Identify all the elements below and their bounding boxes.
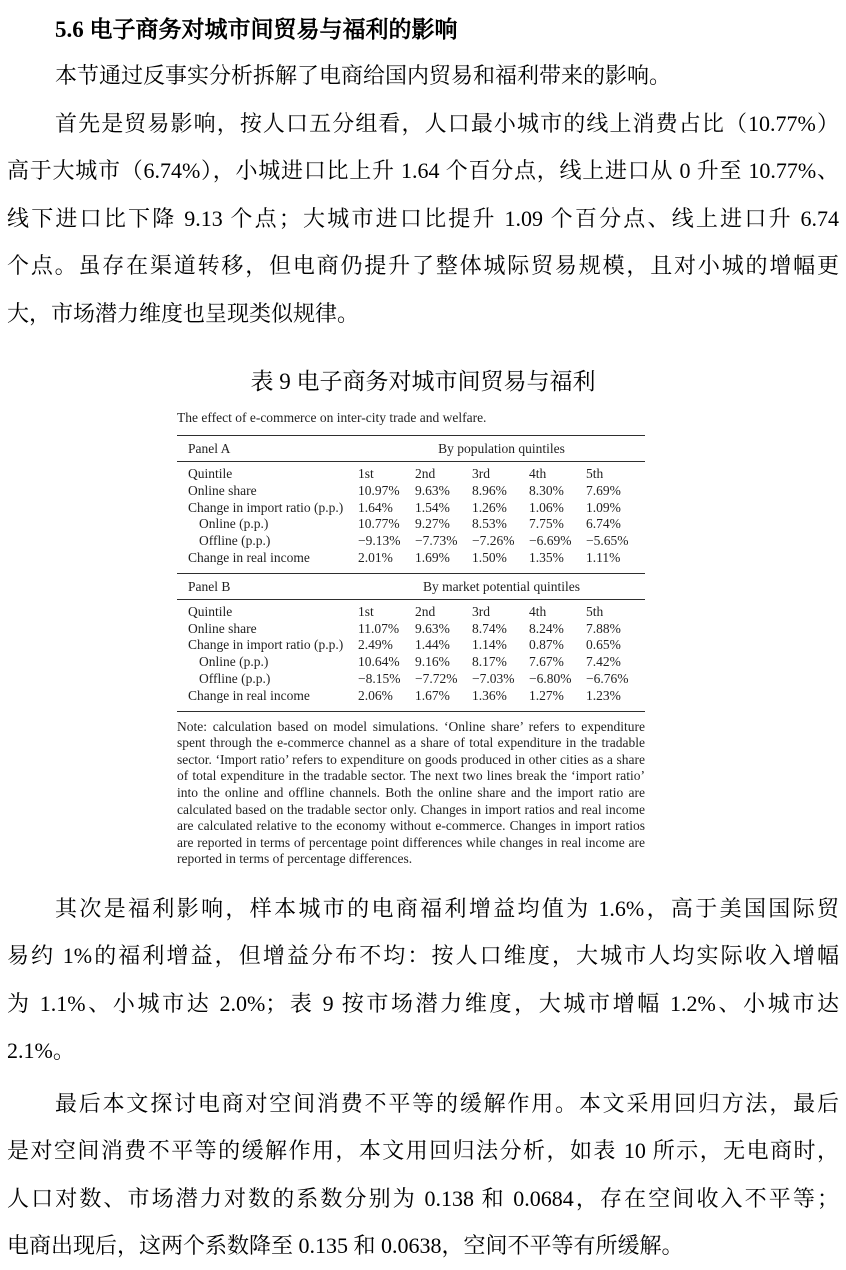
column-header: Quintile: [188, 466, 233, 481]
cell-value: 8.30%: [529, 482, 564, 498]
cell-value: −9.13%: [358, 533, 401, 549]
paragraph-trade-effects: [7, 100, 839, 338]
cell-value: 1.36%: [472, 687, 507, 703]
paragraph-inequality: [7, 1080, 839, 1270]
table-row: [177, 500, 645, 517]
cell-value: −6.80%: [529, 670, 572, 686]
column-header: 1st: [358, 603, 374, 619]
text-line: 首先是贸易影响，按人口五分组看，人口最小城市的线上消费占比（10.77%）: [55, 110, 839, 136]
column-header: 3rd: [472, 466, 490, 481]
cell-value: 1.54%: [415, 499, 450, 515]
panel-name: Panel B: [188, 578, 231, 594]
cell-value: 11.07%: [358, 620, 400, 636]
row-label: Change in import ratio (p.p.): [188, 499, 344, 515]
row-label: Change in real income: [188, 549, 310, 565]
table-row: [177, 516, 645, 533]
cell-value: 1.67%: [415, 687, 450, 703]
panel-a-rows: [177, 462, 645, 573]
cell-value: 0.87%: [529, 637, 564, 653]
column-header: Quintile: [188, 603, 233, 619]
cell-value: −7.72%: [415, 670, 458, 686]
table-row: [177, 483, 645, 500]
cell-value: 2.06%: [358, 687, 393, 703]
text-line: 高于大城市（6.74%），小城进口比上升 1.64 个百分点，线上进口从 0 升至 10.77%、: [7, 158, 839, 183]
table-row: [177, 533, 645, 550]
table-header-row: [177, 604, 645, 621]
table-caption: 表 9 电子商务对城市间贸易与福利: [250, 369, 596, 394]
cell-value: 9.63%: [415, 620, 450, 636]
text-line: 个点。虽存在渠道转移，但电商仍提升了整体城际贸易规模，且对小城的增幅更: [7, 253, 839, 278]
cell-value: 1.44%: [415, 637, 450, 653]
cell-value: 10.64%: [358, 654, 400, 670]
row-label: Change in real income: [188, 687, 310, 703]
cell-value: 1.27%: [529, 687, 564, 703]
row-label: Offline (p.p.): [199, 670, 271, 686]
text-line: 本节通过反事实分析拆解了电商给国内贸易和福利带来的影响。: [55, 63, 672, 88]
column-header: 4th: [529, 603, 547, 619]
cell-value: −6.76%: [586, 670, 629, 686]
cell-value: −5.65%: [586, 533, 629, 549]
cell-value: 1.14%: [472, 637, 507, 653]
panel-name: Panel A: [188, 441, 231, 456]
cell-value: 7.88%: [586, 620, 621, 636]
cell-value: 8.53%: [472, 516, 507, 532]
text-line: 是对空间消费不平等的缓解作用，本文用回归法分析，如表 10 所示，无电商时，: [7, 1138, 839, 1164]
table-row: [177, 621, 645, 638]
cell-value: 1.23%: [586, 687, 621, 703]
row-label: Online share: [188, 620, 257, 636]
row-label: Online share: [188, 482, 257, 498]
panel-group-header: By market potential quintiles: [422, 578, 581, 594]
column-header: 4th: [529, 466, 547, 481]
cell-value: 10.77%: [358, 516, 400, 532]
cell-value: 9.16%: [415, 654, 450, 670]
panel-b-header: [177, 574, 645, 600]
panel-a: [177, 436, 645, 573]
cell-value: −6.69%: [529, 533, 572, 549]
cell-value: 9.27%: [415, 516, 450, 532]
table-row: [177, 671, 645, 688]
cell-value: 8.96%: [472, 482, 507, 498]
text-line: 最后本文探讨电商对空间消费不平等的缓解作用。本文采用回归方法，最后: [55, 1090, 839, 1116]
table-figure: [177, 410, 645, 868]
section-heading: 5.6 电子商务对城市间贸易与福利的影响: [55, 17, 458, 42]
cell-value: 7.69%: [586, 482, 621, 498]
panel-group-header: By population quintiles: [438, 441, 565, 456]
cell-value: 1.06%: [529, 499, 564, 515]
cell-value: 10.97%: [358, 482, 400, 498]
panel-b-rows: [177, 600, 645, 711]
cell-value: 1.50%: [472, 549, 507, 565]
row-label: Online (p.p.): [199, 516, 269, 532]
cell-value: −8.15%: [358, 670, 401, 686]
text-line: 大，市场潜力维度也呈现类似规律。: [7, 300, 360, 326]
row-label: Offline (p.p.): [199, 533, 271, 549]
cell-value: 1.26%: [472, 499, 507, 515]
column-header: 1st: [358, 466, 374, 481]
body-paragraphs: [7, 885, 839, 1270]
cell-value: −7.03%: [472, 670, 515, 686]
cell-value: 1.11%: [586, 549, 621, 565]
text-line: 易约 1%的福利增益，但增益分布不均：按人口维度，大城市人均实际收入增幅: [7, 943, 839, 969]
column-header: 2nd: [415, 466, 436, 481]
table-row: [177, 654, 645, 671]
cell-value: 7.42%: [586, 654, 621, 670]
row-label: Online (p.p.): [199, 654, 269, 670]
cell-value: 7.67%: [529, 654, 564, 670]
paragraph-welfare-effects: [7, 885, 839, 1075]
text-line: 线下进口比下降 9.13 个点；大城市进口比提升 1.09 个百分点、线上进口升 6.74: [7, 205, 839, 231]
cell-value: 1.69%: [415, 549, 450, 565]
cell-value: 6.74%: [586, 516, 621, 532]
panel-b: [177, 573, 645, 711]
table-title: The effect of e-commerce on inter-city trade and welfare.: [177, 410, 487, 425]
cell-value: 1.09%: [586, 499, 621, 515]
table-row: [177, 550, 645, 567]
cell-value: 2.49%: [358, 637, 393, 653]
cell-value: −7.26%: [472, 533, 515, 549]
cell-value: 2.01%: [358, 549, 393, 565]
table-row: [177, 688, 645, 705]
cell-value: 0.65%: [586, 637, 621, 653]
panel-a-header: [177, 436, 645, 462]
cell-value: 8.17%: [472, 654, 507, 670]
column-header: 3rd: [472, 603, 490, 619]
table-row: [177, 637, 645, 654]
cell-value: 1.35%: [529, 549, 564, 565]
paragraph-intro: [7, 52, 839, 100]
column-header: 5th: [586, 603, 604, 619]
text-line: 2.1%。: [7, 1038, 75, 1064]
text-line: 人口对数、市场潜力对数的系数分别为 0.138 和 0.0684，存在空间收入不平等；: [7, 1185, 839, 1211]
text-line: 为 1.1%、小城市达 2.0%；表 9 按市场潜力维度，大城市增幅 1.2%、小城市达: [7, 990, 839, 1016]
table-note: Note: calculation based on model simulations. ‘Online share’ refers to expenditure spent through the e-commerce channel as a share of total expenditure in the tradable sector. ‘Import ratio’ refers to expenditure on goods produced in other cities as a share of total expenditure in the tradable sector. The next two lines break the ‘import ratio’ into the online and offline channels. Both the online share and the import ratio are calculated based on the tradable sector only. Changes in import ratios and real income are calculated relative to the economy without e-commerce. Changes in import ratios are reported in terms of percentage point differences while changes in real income are reported in terms of percentage differences.: [177, 718, 645, 867]
data-table: [177, 435, 645, 712]
row-label: Change in import ratio (p.p.): [188, 637, 344, 653]
cell-value: 9.63%: [415, 482, 450, 498]
cell-value: 7.75%: [529, 516, 564, 532]
column-header: 5th: [586, 466, 604, 481]
cell-value: 1.64%: [358, 499, 393, 515]
text-line: 电商出现后，这两个系数降至 0.135 和 0.0638，空间不平等有所缓解。: [7, 1233, 684, 1259]
column-header: 2nd: [415, 603, 436, 619]
cell-value: −7.73%: [415, 533, 458, 549]
text-line: 其次是福利影响，样本城市的电商福利增益均值为 1.6%，高于美国国际贸: [55, 895, 839, 921]
cell-value: 8.24%: [529, 620, 564, 636]
table-header-row: [177, 466, 645, 483]
cell-value: 8.74%: [472, 620, 507, 636]
